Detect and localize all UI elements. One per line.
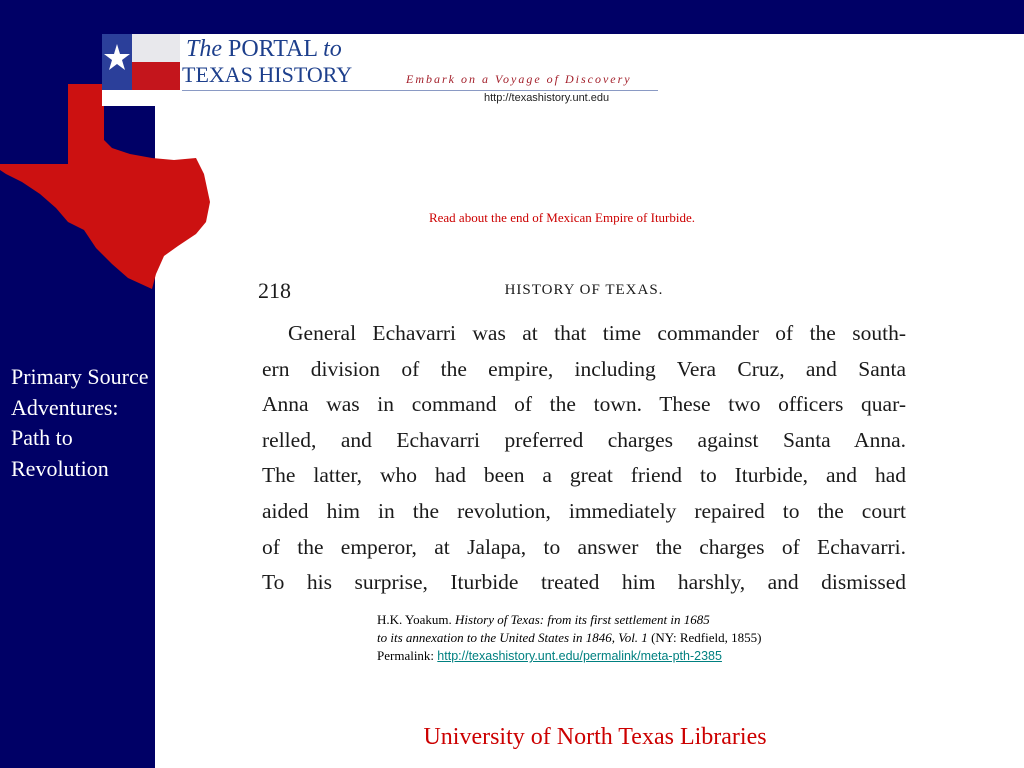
portal-title-to: to — [323, 36, 342, 62]
portal-subtitle: TEXAS HISTORY — [182, 62, 353, 87]
citation-line-1 — [377, 611, 761, 629]
page-text-line: aided him in the revolution, immediately repaired to the court — [262, 498, 906, 523]
page-text-line: The latter, who had been a great friend to Iturbide, and had — [262, 463, 906, 488]
page-text-line: relled, and Echavarri preferred charges against Santa Anna. — [262, 427, 906, 452]
banner-divider — [182, 90, 658, 91]
running-head: HISTORY OF TEXAS. — [504, 282, 664, 298]
portal-title-the: The — [186, 36, 222, 62]
citation-publisher: (NY: Redfield, 1855) — [651, 630, 762, 645]
page-text-line: of the emperor, at Jalapa, to answer the charges of Echavarri. — [262, 534, 906, 559]
page-text-line: General Echavarri was at that time commander of the south- — [288, 321, 906, 345]
portal-title-portal: PORTAL — [228, 36, 318, 62]
citation-title-line1: History of Texas: from its first settlement in 1685 — [455, 612, 710, 627]
slide-title: Primary Source Adventures: Path to Revolution — [11, 364, 149, 481]
intro-text: Read about the end of Mexican Empire of Iturbide. — [428, 210, 696, 225]
page-text-line: ern division of the empire, including Vera Cruz, and Santa — [262, 356, 906, 381]
citation-author: H.K. Yoakum. — [377, 612, 452, 627]
portal-url: http://texashistory.unt.edu — [484, 92, 610, 104]
page-number: 218 — [258, 278, 291, 303]
permalink-label: Permalink: — [377, 648, 435, 663]
citation-line-2 — [377, 629, 761, 647]
page-text-line: Anna was in command of the town. These two officers quar- — [262, 392, 906, 417]
citation-line-3 — [377, 647, 761, 665]
citation — [377, 611, 761, 665]
portal-tagline: Embark on a Voyage of Discovery — [406, 72, 632, 86]
citation-title-line2: to its annexation to the United States in 1846, Vol. 1 — [377, 630, 648, 645]
footer-credit: University of North Texas Libraries — [423, 724, 767, 750]
texas-flag-icon — [102, 34, 180, 90]
page-text — [262, 316, 906, 601]
texas-map-graphic — [0, 84, 215, 289]
portal-banner[interactable] — [102, 34, 658, 106]
scanned-book-page — [258, 274, 910, 595]
page-text-line: To his surprise, Iturbide treated him harshly, and dismissed — [262, 570, 906, 595]
portal-title — [186, 36, 342, 62]
permalink-link[interactable]: http://texashistory.unt.edu/permalink/meta-pth-2385 — [437, 649, 722, 663]
